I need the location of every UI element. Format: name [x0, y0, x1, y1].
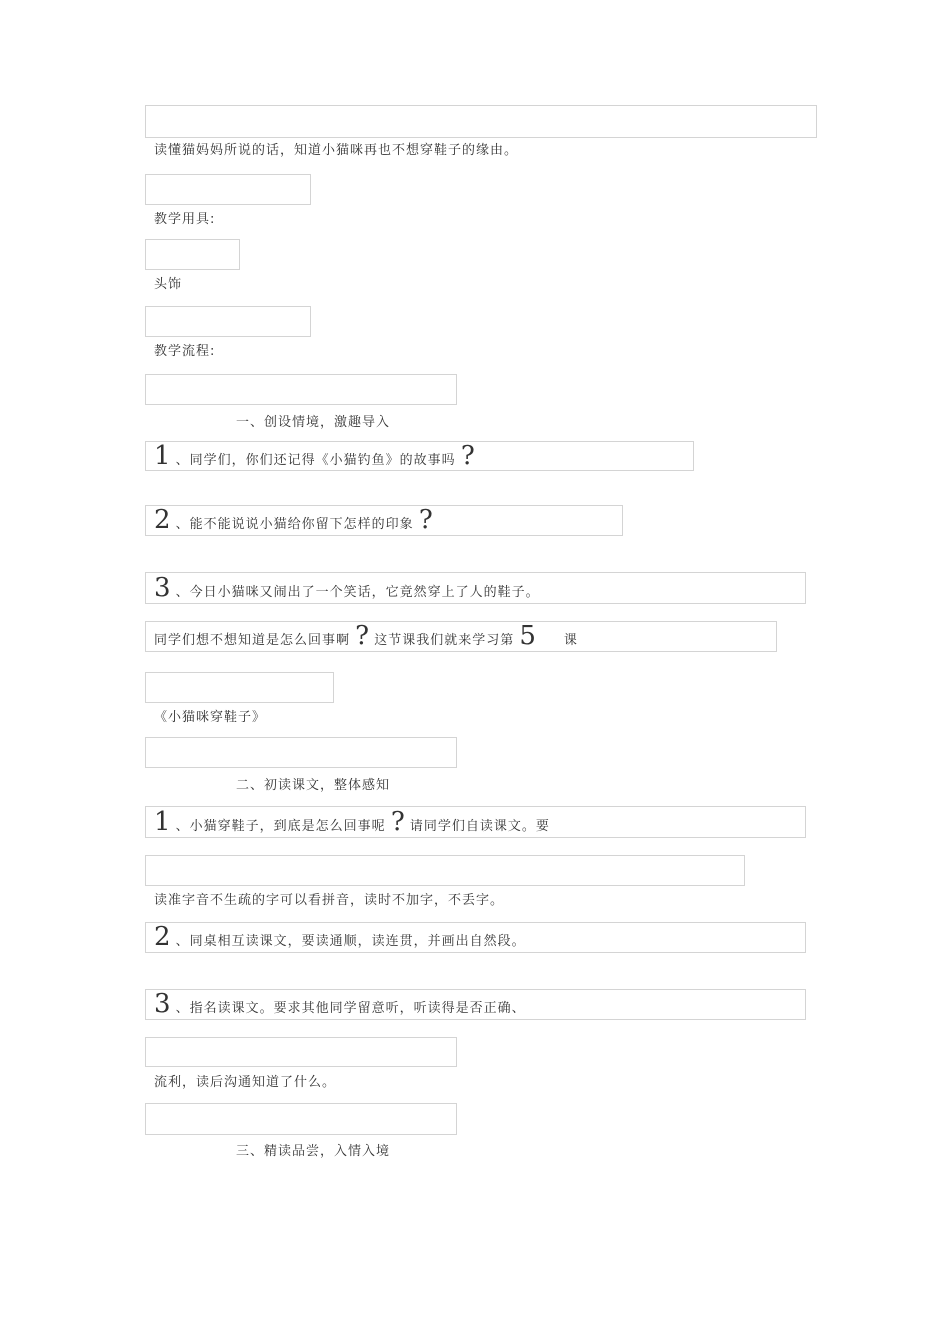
section-heading-1-text: [236, 415, 448, 432]
text-run: 《小猫咪穿鞋子》: [154, 709, 267, 725]
text-run: 头饰: [154, 276, 183, 292]
text-run: 二、初读课文，整体感知: [236, 777, 391, 793]
text-run: 读懂猫妈妈所说的话，知道小猫咪再也不想穿鞋子的缘由。: [154, 142, 519, 158]
section-heading-2-text: [236, 778, 448, 795]
large-glyph-run: 3: [154, 989, 171, 1020]
section2-item-2-box: [145, 922, 806, 953]
lesson-title-box: [145, 672, 334, 725]
text-run: 教学用具:: [154, 211, 216, 227]
text-run: 三、精读品尝，入情入境: [236, 1143, 391, 1159]
headdress-box: [145, 239, 240, 292]
large-glyph-run: 2: [154, 922, 171, 953]
large-glyph-run: 5: [519, 621, 536, 652]
section2-item-1-box: [145, 806, 806, 838]
headdress-text: [154, 277, 231, 294]
text-run: 请同学们自读课文。要: [404, 818, 550, 834]
section2-item-3-box: [145, 989, 806, 1020]
section2-item-3-cont-text: [154, 1075, 448, 1092]
text-run: 、同学们，你们还记得《小猫钓鱼》的故事吗: [170, 452, 461, 468]
text-run: 、指名读课文。要求其他同学留意听，听读得是否正确、: [170, 1001, 526, 1017]
section1-item-2-text: [154, 507, 614, 534]
text-run: 、小猫穿鞋子，到底是怎么回事呢: [170, 818, 391, 834]
section1-item-3-box: [145, 572, 806, 604]
section2-item-1-text: [154, 806, 797, 837]
section2-item-2-text: [154, 924, 797, 951]
section2-item-3-cont-box: [145, 1037, 457, 1090]
section-heading-3-box: [145, 1103, 457, 1159]
large-glyph-run: 1: [154, 440, 171, 471]
teaching-process-box: [145, 306, 311, 359]
text-run: 一、创设情境，激趣导入: [236, 414, 391, 430]
section2-item-3-text: [154, 991, 797, 1018]
teaching-aids-text: [154, 212, 302, 229]
large-glyph-run: ?: [355, 621, 370, 652]
large-glyph-run: 2: [154, 505, 171, 536]
objective-text: [154, 143, 808, 160]
text-run: 、能不能说说小猫给你留下怎样的印象: [170, 517, 419, 533]
section1-item-1-box: [145, 441, 694, 471]
text-run: 课: [535, 633, 578, 649]
large-glyph-run: ?: [390, 806, 405, 837]
text-run: 、同桌相互读课文，要读通顺，读连贯，并画出自然段。: [170, 934, 526, 950]
large-glyph-run: ?: [418, 505, 433, 536]
text-run: 教学流程:: [154, 343, 216, 359]
text-run: 流利，读后沟通知道了什么。: [154, 1074, 337, 1090]
section1-lead-in-text: [154, 623, 768, 650]
section1-item-3-text: [154, 572, 797, 603]
section-heading-1-box: [145, 374, 457, 430]
text-run: 同学们想不想知道是怎么回事啊: [154, 633, 356, 649]
section-heading-2-box: [145, 737, 457, 793]
teaching-process-text: [154, 344, 302, 361]
section1-lead-in-box: [145, 621, 777, 652]
large-glyph-run: 1: [154, 806, 171, 837]
text-run: 这节课我们就来学习第: [369, 633, 520, 649]
section2-item-1-cont-box: [145, 855, 745, 908]
lesson-title-text: [154, 710, 325, 727]
teaching-aids-box: [145, 174, 311, 227]
objective-box: [145, 105, 817, 158]
section-heading-3-text: [236, 1144, 448, 1161]
section1-item-2-box: [145, 505, 623, 536]
large-glyph-run: ?: [460, 440, 475, 471]
section2-item-1-cont-text: [154, 893, 736, 910]
text-run: 读准字音不生疏的字可以看拼音，读时不加字，不丢字。: [154, 892, 505, 908]
text-run: 、今日小猫咪又闹出了一个笑话，它竟然穿上了人的鞋子。: [170, 584, 540, 600]
large-glyph-run: 3: [154, 572, 171, 603]
section1-item-1-text: [154, 440, 685, 471]
